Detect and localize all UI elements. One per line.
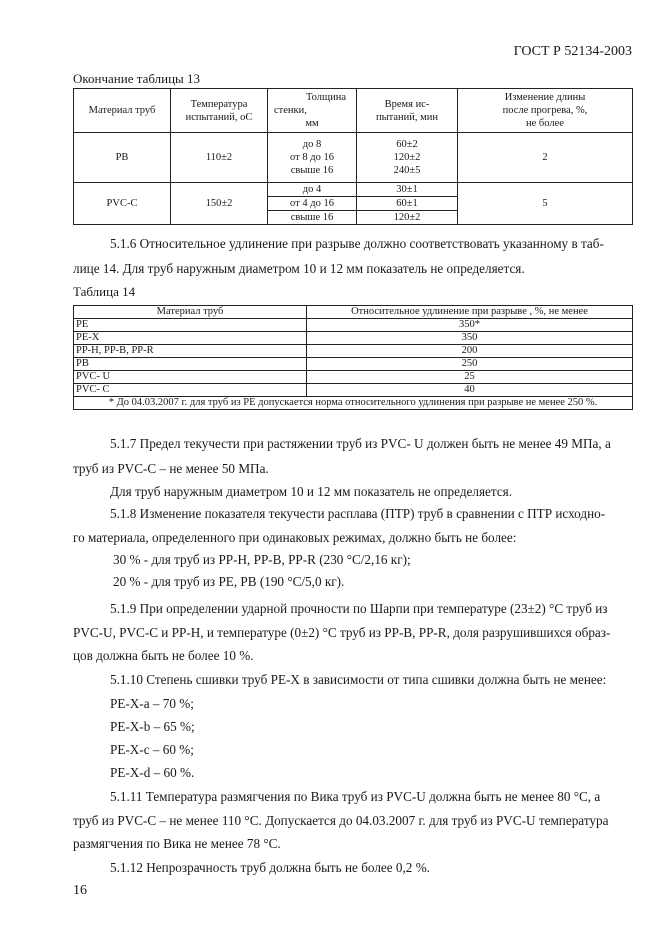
t14-footnote: * До 04.03.2007 г. для труб из PE допускается норма относительного удлинения при разрыве не менее 250 %. — [74, 397, 633, 410]
para-5110-line1: 5.1.10 Степень сшивки труб PE-X в зависимости от типа сшивки должна быть не менее: — [110, 672, 607, 687]
t13-header-time: Время ис- пытаний, мин — [357, 89, 458, 133]
para-518-item2: 20 % - для труб из PE, PB (190 °С/5,0 кг). — [113, 574, 345, 589]
t13-pvcc-time: 30±1 60±1 120±2 — [357, 183, 458, 225]
table-14 — [73, 305, 633, 410]
para-516-line2: лице 14. Для труб наружным диаметром 10 и 12 мм показатель не определяется. — [73, 261, 525, 276]
para-5111-line3: размягчения по Вика не менее 78 °С. — [73, 836, 281, 851]
document-code: ГОСТ Р 52134-2003 — [513, 44, 632, 59]
table-row: PB 250 — [74, 358, 633, 371]
t13-pvcc-thickness: до 4 от 4 до 16 свыше 16 — [268, 183, 357, 225]
para-518-line2: го материала, определенного при одинаковых режимах, должно быть не более: — [73, 530, 517, 545]
table-row: PE-X 350 — [74, 332, 633, 345]
para-518-line1: 5.1.8 Изменение показателя текучести расплава (ПТР) труб в сравнении с ПТР исходно- — [110, 506, 606, 521]
table13-caption: Окончание таблицы 13 — [73, 71, 201, 86]
para-5110-item-b: PE-X-b – 65 %; — [110, 719, 195, 734]
para-519-line1: 5.1.9 При определении ударной прочности по Шарпи при температуре (23±2) °С труб из — [110, 601, 608, 616]
para-5111-line1: 5.1.11 Температура размягчения по Вика труб из PVC-U должна быть не менее 80 °С, а — [110, 789, 601, 804]
para-5110-item-a: PE-X-a – 70 %; — [110, 696, 194, 711]
table-13 — [73, 88, 633, 225]
para-517-line2: труб из PVC-C – не менее 50 МПа. — [73, 461, 269, 476]
para-519-line3: цов должна быть не более 10 %. — [73, 648, 254, 663]
t13-header-material: Материал труб — [74, 89, 171, 133]
para-517-note: Для труб наружным диаметром 10 и 12 мм показатель не определяется. — [110, 484, 513, 499]
page-number: 16 — [73, 883, 87, 898]
para-5110-item-c: PE-X-c – 60 %; — [110, 742, 194, 757]
t14-header-material: Материал труб — [74, 306, 307, 319]
t13-header-temp: Температура испытаний, оС — [171, 89, 268, 133]
table-row: PVC- U 25 — [74, 371, 633, 384]
para-517-line1: 5.1.7 Предел текучести при растяжении труб из PVC- U должен быть не менее 49 МПа, а — [110, 436, 611, 451]
t13-header-thickness: Толщина стенки, мм — [268, 89, 357, 133]
para-5111-line2: труб из PVC-C – не менее 110 °С. Допускается до 04.03.2007 г. для труб из PVC-U температура — [73, 813, 609, 828]
table-row: PE 350* — [74, 319, 633, 332]
table-row: PVC-C 150±2 до 4 от 4 до 16 свыше 16 30±1 60±1 120±2 5 — [74, 183, 633, 225]
t13-header-length: Изменение длины после прогрева, %, не более — [458, 89, 633, 133]
table-row: PB 110±2 до 8 от 8 до 16 свыше 16 60±2 120±2 240±5 2 — [74, 133, 633, 183]
t14-header-elongation: Относительное удлинение при разрыве , %, не менее — [307, 306, 633, 319]
para-516-line1: 5.1.6 Относительное удлинение при разрыве должно соответствовать указанному в таб- — [110, 236, 604, 251]
t13-pb-time: 60±2 120±2 240±5 — [357, 133, 458, 183]
para-518-item1: 30 % - для труб из PP-H, PP-B, PP-R (230 °С/2,16 кг); — [113, 552, 411, 567]
table-row: PP-H, PP-B, PP-R 200 — [74, 345, 633, 358]
t13-pb-thickness: до 8 от 8 до 16 свыше 16 — [268, 133, 357, 183]
table14-caption: Таблица 14 — [73, 284, 136, 299]
table-row: PVC- C 40 — [74, 384, 633, 397]
para-5110-item-d: PE-X-d – 60 %. — [110, 765, 195, 780]
para-5112: 5.1.12 Непрозрачность труб должна быть не более 0,2 %. — [110, 860, 430, 875]
para-519-line2: PVC-U, PVC-C и PP-H, и температуре (0±2) °С труб из PP-B, PP-R, доля разрушившихся образ- — [73, 625, 611, 640]
